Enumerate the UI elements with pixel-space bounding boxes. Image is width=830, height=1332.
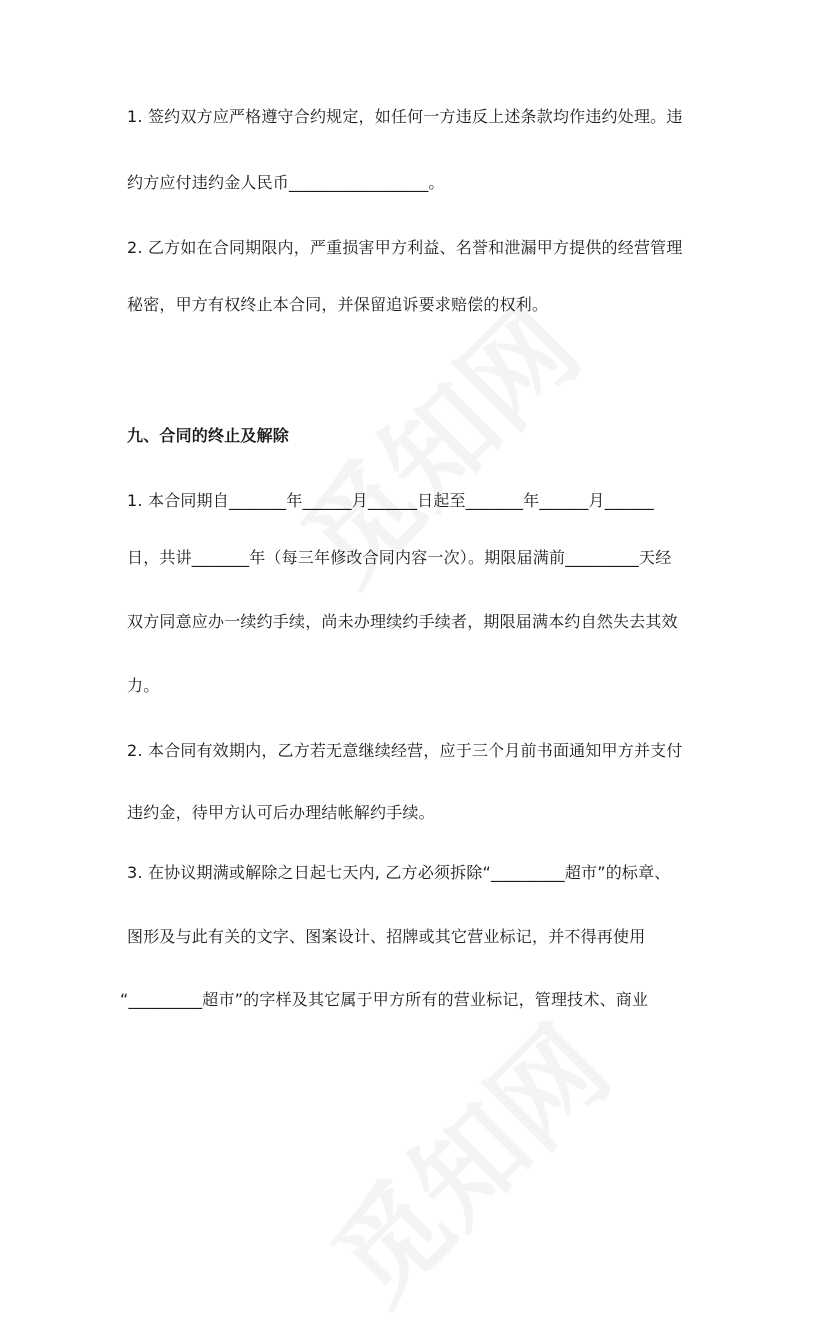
paragraph-line: 违约金，待甲方认可后办理结帐解约手续。 bbox=[127, 803, 435, 822]
paragraph-line: 2. 本合同有效期内，乙方若无意继续经营，应于三个月前书面通知甲方并支付 bbox=[127, 741, 683, 760]
paragraph-line: 秘密，甲方有权终止本合同，并保留追诉要求赔偿的权利。 bbox=[127, 295, 549, 314]
paragraph-line: 双方同意应办一续约手续，尚未办理续约手续者，期限届满本约自然失去其效 bbox=[127, 612, 678, 631]
paragraph-line: 日，共讲_______年（每三年修改合同内容一次）。期限届满前_________天经 bbox=[127, 548, 672, 567]
paragraph-line: “_________超市”的字样及其它属于甲方所有的营业标记，管理技术、商业 bbox=[120, 990, 649, 1009]
paragraph-line: 1. 本合同期自_______年______月______日起至_______年______月______ bbox=[127, 491, 654, 510]
section-heading: 九、合同的终止及解除 bbox=[127, 426, 290, 445]
paragraph-line: 3. 在协议期满或解除之日起七天内, 乙方必须拆除“_________超市”的标章、 bbox=[127, 863, 671, 882]
paragraph-line: 约方应付违约金人民币_________________。 bbox=[127, 173, 445, 192]
paragraph-line: 力。 bbox=[127, 676, 160, 695]
paragraph-line: 1. 签约双方应严格遵守合约规定，如任何一方违反上述条款均作违约处理。违 bbox=[127, 107, 683, 126]
watermark bbox=[292, 986, 637, 1331]
paragraph-line: 图形及与此有关的文字、图案设计、招牌或其它营业标记，并不得再使用 bbox=[127, 927, 646, 946]
paragraph-line: 2. 乙方如在合同期限内，严重损害甲方利益、名誉和泄漏甲方提供的经营管理 bbox=[127, 238, 683, 257]
